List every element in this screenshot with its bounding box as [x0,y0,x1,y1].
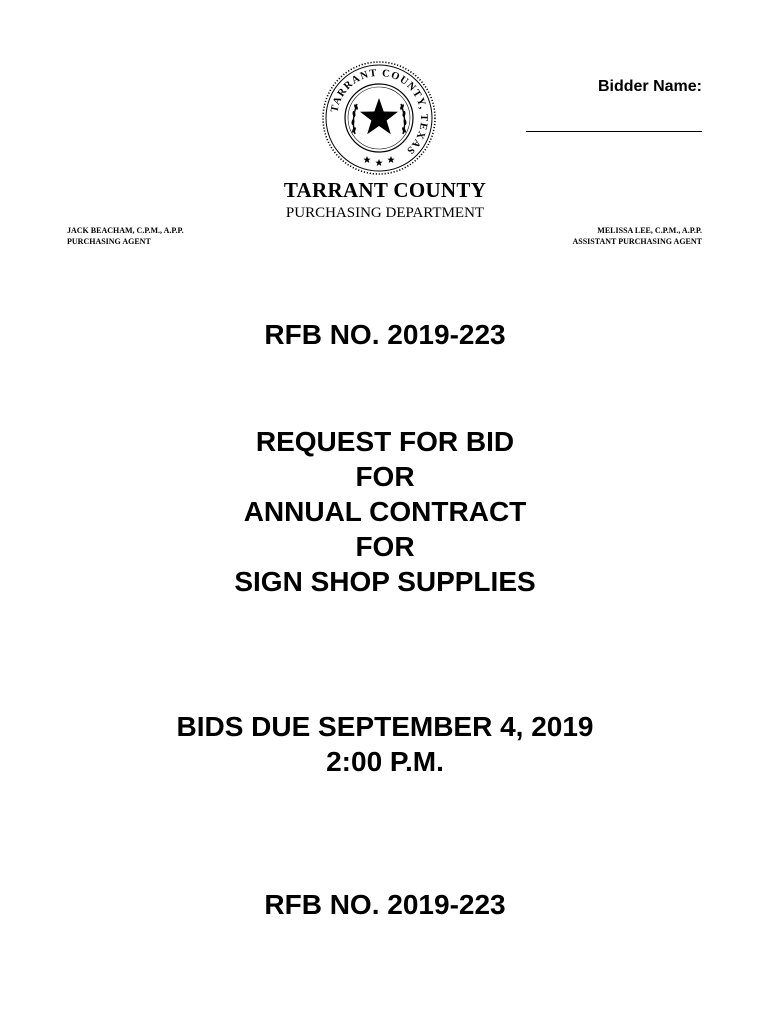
seal-ring-text: TARRANT COUNTY, TEXAS [329,67,430,157]
bid-title-line: FOR [355,531,415,562]
purchasing-agent-title: PURCHASING AGENT [67,237,151,246]
bidder-label-big: Name: [653,78,702,95]
bidder-label-small: Bidder [597,78,649,95]
bidder-name-label [598,78,702,96]
bid-due-time: 2:00 P.M. [326,746,444,777]
bid-title-block [0,424,770,599]
purchasing-agent-block [67,225,184,247]
rfb-number-footer: RFB NO. 2019-223 [264,889,506,920]
purchasing-agent-name: JACK BEACHAM, C.P.M., A.P.P. [67,226,184,235]
assistant-purchasing-agent-title: ASSISTANT PURCHASING AGENT [572,237,702,246]
bid-title-line: ANNUAL CONTRACT [243,496,527,527]
bid-title-line: REQUEST FOR BID [255,426,515,457]
bid-due-date: BIDS DUE SEPTEMBER 4, 2019 [176,711,594,742]
department-name: PURCHASING DEPARTMENT [285,205,485,221]
bid-title-line: SIGN SHOP SUPPLIES [234,566,536,597]
bid-due-block [0,709,770,779]
county-name: TARRANT COUNTY [283,178,487,202]
assistant-purchasing-agent-name: MELISSA LEE, C.P.M., A.P.P. [597,226,702,235]
rfb-number-heading: RFB NO. 2019-223 [264,319,506,350]
assistant-purchasing-agent-block [572,225,702,247]
tarrant-county-seal-logo [321,60,437,176]
bid-title-line: FOR [355,461,415,492]
bidder-name-blank-line [526,131,702,132]
